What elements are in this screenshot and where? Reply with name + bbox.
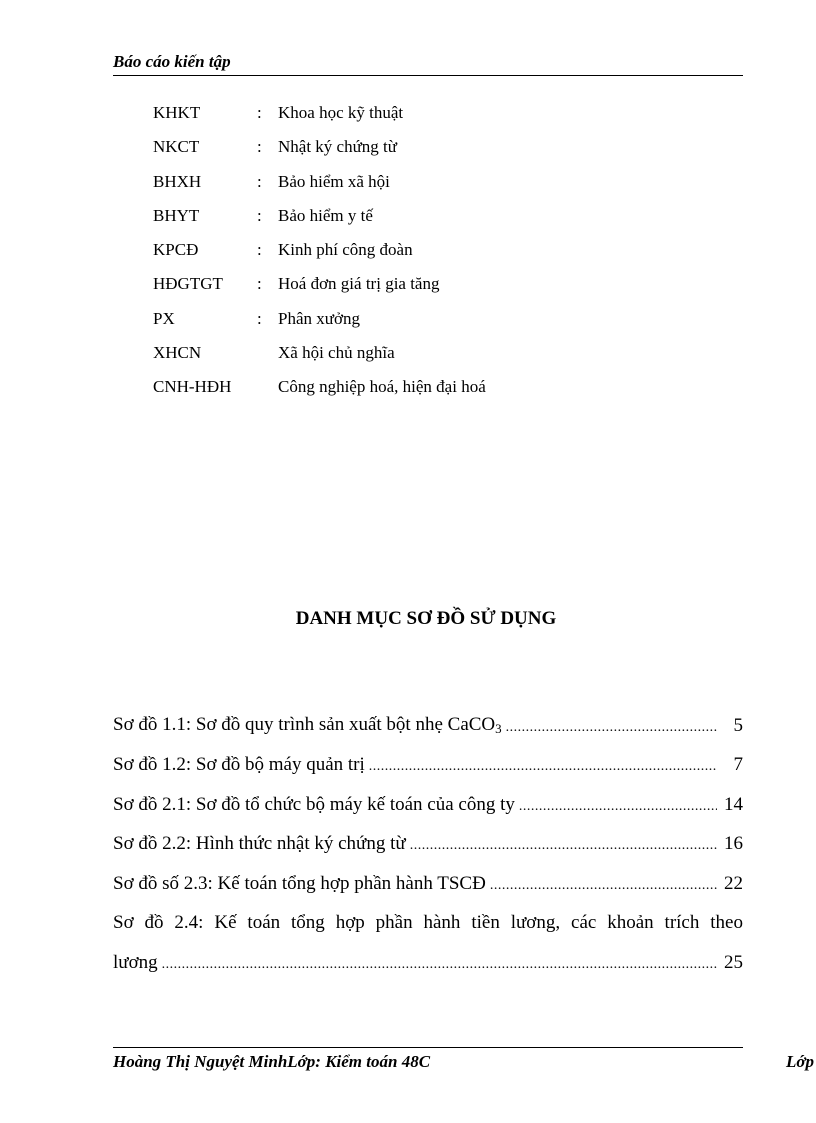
toc-dot-leader (506, 713, 717, 739)
abbreviation-meaning: Bảo hiểm xã hội (278, 171, 390, 191)
footer-divider (113, 1047, 743, 1048)
header-divider (113, 75, 743, 76)
toc-entry-title-continued: lương (113, 951, 158, 973)
abbreviation-code: KPCĐ (153, 240, 199, 260)
abbreviation-meaning: Công nghiệp hoá, hiện đại hoá (278, 377, 486, 397)
toc-entry-subscript: 3 (495, 721, 502, 737)
toc-entry[interactable] (113, 904, 743, 944)
toc-dot-leader (162, 950, 717, 976)
toc-entry[interactable] (113, 706, 743, 746)
toc-entry-page: 14 (724, 793, 743, 815)
toc-entry-title: Sơ đồ 1.2: Sơ đồ bộ máy quản trị (113, 754, 365, 776)
toc-entry[interactable] (113, 864, 743, 904)
abbreviation-colon: : (257, 137, 262, 157)
section-title: DANH MỤC SƠ ĐỒ SỬ DỤNG (295, 608, 557, 629)
abbreviation-code: NKCT (153, 137, 200, 157)
abbreviation-colon: : (257, 171, 262, 191)
toc-dot-leader (410, 831, 717, 857)
toc-entry[interactable] (113, 746, 743, 786)
abbreviation-meaning: Phân xưởng (278, 308, 360, 328)
toc-entry-title: Sơ đồ 2.4: Kế toán tổng hợp phần hành tiền lương, các khoản trích theo (113, 912, 743, 934)
abbreviation-meaning: Hoá đơn giá trị gia tăng (278, 274, 440, 294)
header-title: Báo cáo kiến tập (113, 52, 231, 71)
toc-dot-leader (519, 792, 717, 818)
toc-entry-title: Sơ đồ 1.1: Sơ đồ quy trình sản xuất bột nhẹ CaCO$_3$ (113, 714, 502, 737)
toc-entry[interactable] (113, 825, 743, 865)
toc-entry-page: 16 (724, 833, 743, 855)
table-of-diagrams (113, 706, 743, 983)
toc-entry[interactable] (113, 785, 743, 825)
toc-dot-leader (369, 752, 717, 778)
abbreviation-code: BHYT (153, 205, 200, 225)
footer-author-class: Hoàng Thị Nguyệt MinhLớp: Kiểm toán 48C (113, 1052, 431, 1071)
toc-dot-leader (490, 871, 717, 897)
abbreviation-colon: : (257, 103, 262, 122)
abbreviation-colon: : (257, 240, 262, 260)
abbreviation-meaning: Xã hội chủ nghĩa (278, 343, 395, 363)
abbreviation-code: XHCN (153, 343, 202, 363)
toc-entry-continuation[interactable] (113, 943, 743, 983)
toc-entry-title: Sơ đồ 2.1: Sơ đồ tổ chức bộ máy kế toán của công ty (113, 793, 515, 815)
footer-class-label: Lớp (786, 1052, 815, 1071)
abbreviation-colon: : (257, 205, 262, 225)
abbreviation-code: CNH-HĐH (153, 377, 232, 397)
abbreviation-colon: : (257, 274, 262, 294)
toc-entry-page: 22 (724, 872, 743, 894)
abbreviation-code: KHKT (153, 103, 201, 122)
toc-entry-page: 7 (733, 754, 743, 776)
toc-entry-page: 5 (733, 714, 743, 736)
toc-entry-page: 25 (724, 951, 743, 973)
abbreviation-code: HĐGTGT (153, 274, 223, 294)
abbreviation-meaning: Khoa học kỹ thuật (278, 103, 404, 122)
abbreviation-meaning: Kinh phí công đoàn (278, 240, 413, 260)
toc-entry-title: Sơ đồ số 2.3: Kế toán tổng hợp phần hành TSCĐ (113, 872, 486, 894)
abbreviation-code: BHXH (153, 171, 202, 191)
abbreviation-meaning: Nhật ký chứng từ (278, 137, 397, 157)
abbreviation-colon: : (257, 308, 262, 328)
abbreviation-code: PX (153, 308, 175, 328)
toc-entry-title: Sơ đồ 2.2: Hình thức nhật ký chứng từ (113, 833, 406, 855)
abbreviation-meaning: Bảo hiểm y tế (278, 205, 373, 225)
